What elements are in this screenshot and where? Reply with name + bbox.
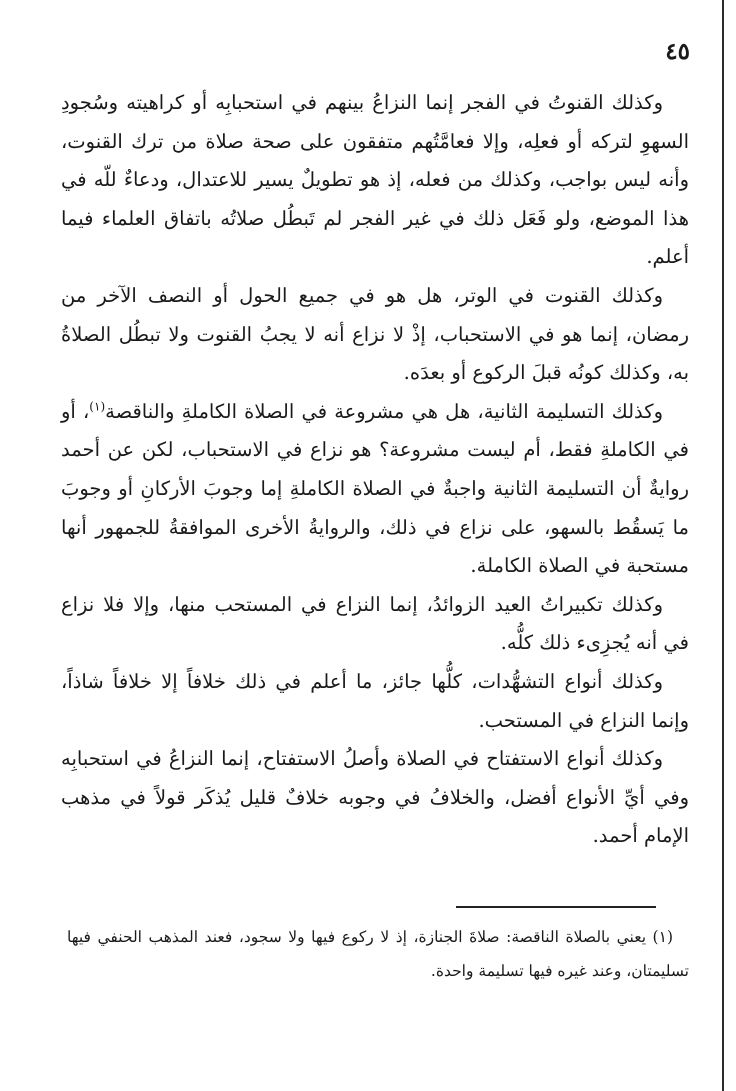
footnote-divider xyxy=(456,906,656,908)
paragraph-istiftah: وكذلك أنواع الاستفتاح في الصلاة وأصلُ الاستفتاح، إنما النزاعُ في استحبابِه وفي أيِّ الأنواع أفضل، والخلافُ في وجوبه خلافٌ قليل يُذكَر قولاً في مذهب الإمام أحمد. xyxy=(61,747,689,848)
footnotes xyxy=(67,920,689,988)
footnote-reference-1[interactable]: (١) xyxy=(89,399,106,414)
paragraph-second-taslim-start: وكذلك التسليمة الثانية، هل هي مشروعة في الصلاة الكاملةِ والناقصة xyxy=(105,399,663,423)
page-number: ٤٥ xyxy=(665,38,690,65)
paragraph-qunut-witr: وكذلك القنوت في الوتر، هل هو في جميع الحول أو النصف الآخر من رمضان، إنما هو في الاستحباب، إذْ لا نزاع أنه لا يجبُ القنوت ولا تبطُل الصلاةُ به، وكذلك كونُه قبلَ الركوع أو بعدَه. xyxy=(61,283,689,385)
paragraph-qunut-fajr: وكذلك القنوتُ في الفجر إنما النزاعُ بينهم في استحبابِه أو كراهيته وسُجودِ السهوِ لتركه أو فعلِه، وإلا فعامَّتُهم متفقون على صحة صلاة من ترك القنوت، وأنه ليس بواجب، وكذلك من فعله، إذ هو تطويلٌ يسير للاعتدال، ودعاءٌ للّه في هذا الموضع، ولو فَعَل ذلك في غير الفجر لم تَبطُل صلاتُه باتفاق العلماء فيما أعلم. xyxy=(61,91,689,269)
page-edge-rule xyxy=(722,0,724,1091)
paragraph-tashahhud: وكذلك أنواع التشهُّدات، كلُّها جائز، ما أعلم في ذلك خلافاً إلا خلافاً شاذاً، وإنما النزاع في المستحب. xyxy=(61,669,689,732)
main-text xyxy=(61,84,689,856)
paragraph-eid-takbirat: وكذلك تكبيراتُ العيد الزوائدُ، إنما النزاع في المستحب منها، وإلا فلا نزاع في أنه يُجزِىء ذلك كلُّه. xyxy=(61,592,689,655)
paragraph-second-taslim xyxy=(61,393,689,586)
footnote-1: (١) يعني بالصلاة الناقصة: صلاةَ الجنازة، إذ لا ركوع فيها ولا سجود، فعند المذهب الحنفي فيها تسليمتان، وعند غيره فيها تسليمة واحدة. xyxy=(67,928,689,980)
paragraph-second-taslim-rest: ، أو في الكاملةِ فقط، أم ليست مشروعة؟ هو نزاع في الاستحباب، لكن عن أحمد روايةٌ أن التسليمة الثانية واجبةٌ في الصلاة الكاملةِ إما وجوبَ الأركانِ أو وجوبَ ما يَسقُط بالسهو، على نزاع في ذلك، والروايةُ الأخرى الموافقةُ للجمهور أنها مستحبة في الصلاة الكاملة. xyxy=(61,399,689,578)
